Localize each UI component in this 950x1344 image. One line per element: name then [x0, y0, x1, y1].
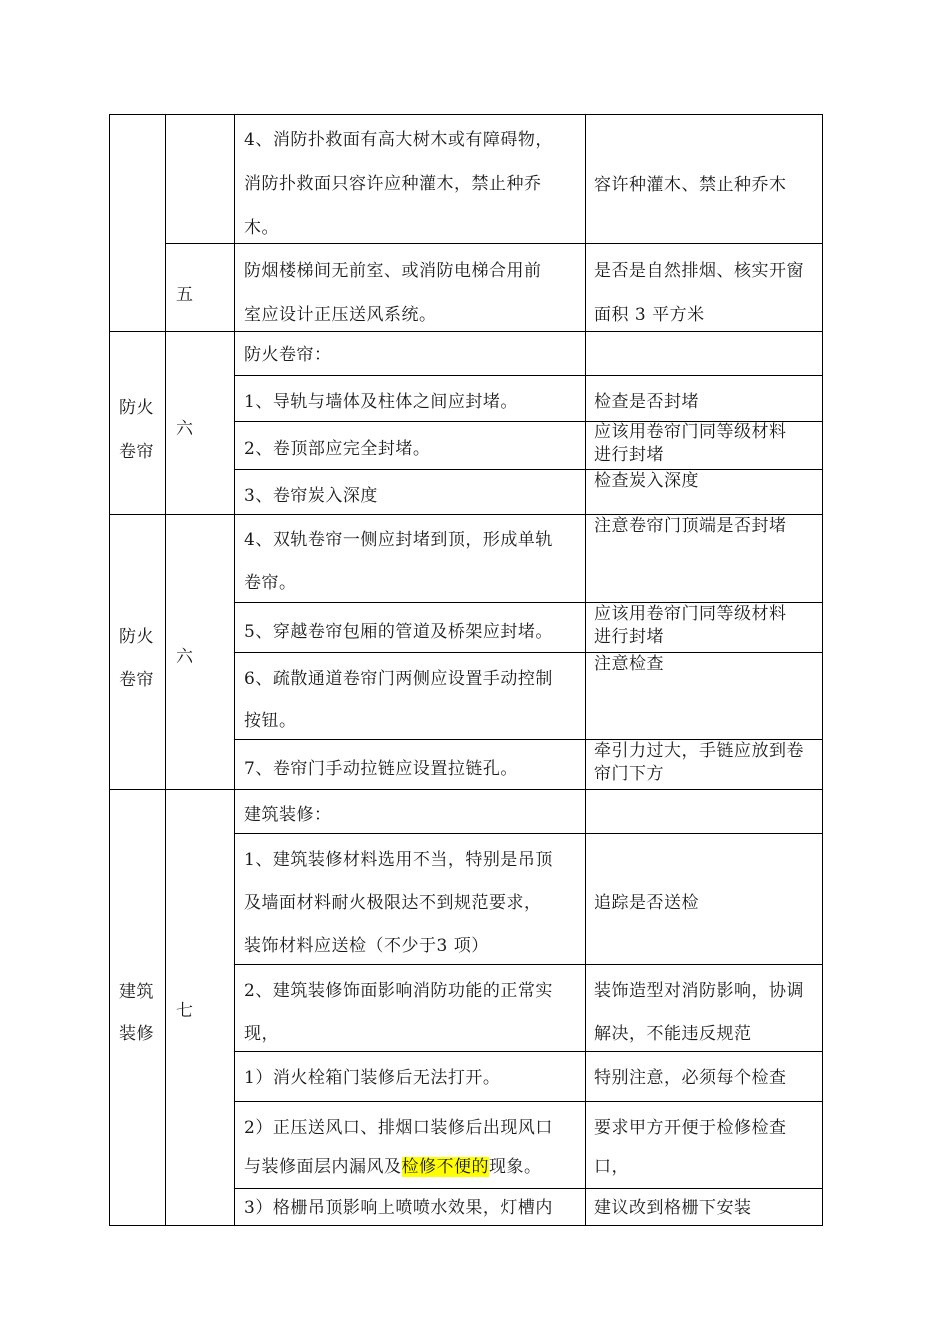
- item-text-line: 3、卷帘炭入深度: [244, 486, 378, 506]
- note-text-line: 装饰造型对消防影响，协调: [594, 981, 804, 1001]
- item-text-line: 2、建筑装修饰面影响消防功能的正常实: [244, 981, 553, 1001]
- note-text-line: 是否是自然排烟、核实开窗: [594, 261, 804, 281]
- note-text-line: 要求甲方开便于检修检查: [594, 1118, 787, 1138]
- item-text-line: 1、建筑装修材料选用不当，特别是吊顶: [244, 850, 553, 870]
- item-text-line: 现，: [244, 1024, 279, 1044]
- item-text-line: [244, 1145, 542, 1189]
- item-text-line: 2）正压送风口、排烟口装修后出现风口: [244, 1118, 553, 1138]
- note-text-line: 追踪是否送检: [594, 893, 699, 913]
- category-label: 防火: [119, 398, 154, 418]
- note-text-line: 检查是否封堵: [594, 392, 699, 412]
- note-text-line: 进行封堵: [594, 445, 664, 465]
- item-text-line: 4、双轨卷帘一侧应封堵到顶，形成单轨: [244, 530, 553, 550]
- note-text-line: 进行封堵: [594, 627, 664, 647]
- note-text-line: 应该用卷帘门同等级材料: [594, 422, 787, 442]
- item-text-line: 按钮。: [244, 711, 297, 731]
- row-number: 五: [176, 285, 194, 305]
- item-text-line: 1、导轨与墙体及柱体之间应封堵。: [244, 392, 518, 412]
- note-text-line: 应该用卷帘门同等级材料: [594, 604, 787, 624]
- note-text-line: 注意检查: [594, 654, 664, 674]
- item-text-line: 及墙面材料耐火极限达不到规范要求，: [244, 893, 542, 913]
- item-text-line: 建筑装修：: [244, 805, 332, 825]
- row-number: 六: [176, 419, 194, 439]
- category-label: 建筑: [119, 982, 154, 1002]
- item-text-line: 4、消防扑救面有高大树木或有障碍物，: [244, 130, 553, 150]
- note-text-line: 建议改到格栅下安装: [594, 1198, 752, 1218]
- row-number: 七: [176, 1001, 194, 1021]
- note-text-line: 面积 3 平方米: [594, 305, 705, 325]
- item-text-line: 6、疏散通道卷帘门两侧应设置手动控制: [244, 669, 553, 689]
- item-text-line: 木。: [244, 218, 279, 238]
- item-text-line: 消防扑救面只容许应种灌木，禁止种乔: [244, 174, 542, 194]
- category-label: 防火: [119, 627, 154, 647]
- note-text-line: 牵引力过大，手链应放到卷: [594, 741, 804, 761]
- item-text-line: 2、卷顶部应完全封堵。: [244, 439, 431, 459]
- item-text-line: 7、卷帘门手动拉链应设置拉链孔。: [244, 759, 518, 779]
- category-label: 卷帘: [119, 670, 154, 690]
- item-text-segment: 与装修面层内漏风及: [244, 1157, 402, 1177]
- note-text-line: 检查炭入深度: [594, 471, 699, 491]
- item-text-line: 5、穿越卷帘包厢的管道及桥架应封堵。: [244, 622, 553, 642]
- note-text-line: 解决，不能违反规范: [594, 1024, 752, 1044]
- item-text-line: 1）消火栓箱门装修后无法打开。: [244, 1068, 501, 1088]
- item-text-line: 防烟楼梯间无前室、或消防电梯合用前: [244, 261, 542, 281]
- item-text-line: 3）格栅吊顶影响上喷喷水效果，灯槽内: [244, 1198, 553, 1218]
- category-label: 装修: [119, 1024, 154, 1044]
- note-text-line: 特别注意，必须每个检查: [594, 1068, 787, 1088]
- item-text-line: 防火卷帘：: [244, 345, 332, 365]
- category-label: 卷帘: [119, 442, 154, 462]
- note-text-line: 注意卷帘门顶端是否封堵: [594, 516, 787, 536]
- note-text-line: 口，: [594, 1157, 629, 1177]
- item-text-segment: 现象。: [489, 1157, 542, 1177]
- row-number: 六: [176, 647, 194, 667]
- item-text-line: 室应设计正压送风系统。: [244, 305, 437, 325]
- item-text-line: 卷帘。: [244, 573, 297, 593]
- note-text-line: 容许种灌木、禁止种乔木: [594, 175, 787, 195]
- item-text-line: 装饰材料应送检（不少于3 项）: [244, 936, 489, 956]
- note-text-line: 帘门下方: [594, 764, 664, 784]
- highlighted-text: 检修不便的: [401, 1157, 489, 1177]
